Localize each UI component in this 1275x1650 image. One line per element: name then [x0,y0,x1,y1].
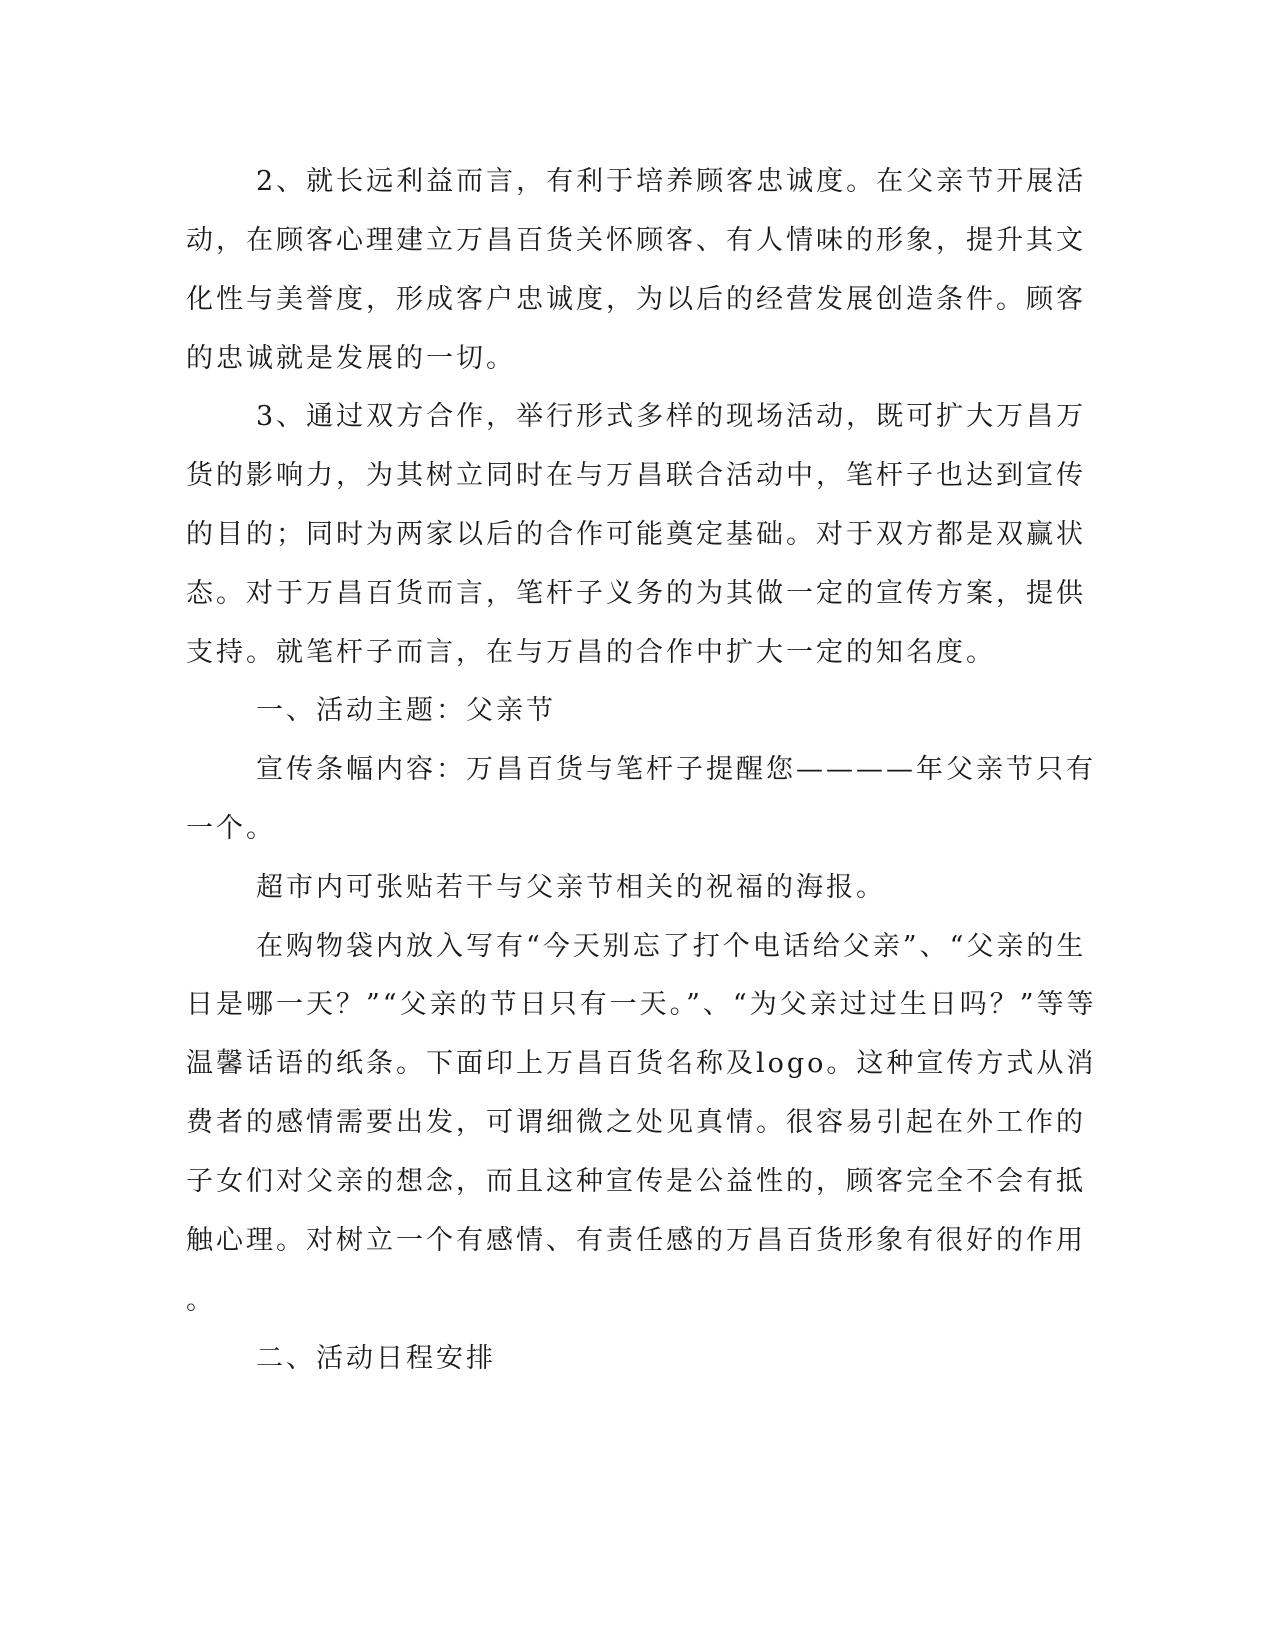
paragraph-line: 2、就长远利益而言，有利于培养顾客忠诚度。在父亲节开展活 [256,166,1087,197]
paragraph-line: 化性与美誉度，形成客户忠诚度，为以后的经营发展创造条件。顾客 [186,284,1086,315]
paragraph-line: 日是哪一天？”“父亲的节日只有一天。”、“为父亲过过生日吗？”等等 [186,989,1097,1020]
paragraph-line: 的目的；同时为两家以后的合作可能奠定基础。对于双方都是双赢状 [186,519,1086,550]
paragraph-line: 态。对于万昌百货而言，笔杆子义务的为其做一定的宣传方案，提供 [186,578,1086,609]
paragraph-line: 触心理。对树立一个有感情、有责任感的万昌百货形象有很好的作用 [186,1225,1086,1256]
paragraph-line: 超市内可张贴若干与父亲节相关的祝福的海报。 [256,872,886,903]
paragraph-line: 宣传条幅内容：万昌百货与笔杆子提醒您————年父亲节只有 [256,754,1096,785]
section-heading: 二、活动日程安排 [256,1343,496,1374]
paragraph-line: 支持。就笔杆子而言，在与万昌的合作中扩大一定的知名度。 [186,637,996,668]
paragraph-line: 温馨话语的纸条。下面印上万昌百货名称及logo。这种宣传方式从消 [186,1048,1097,1079]
paragraph-line: 。 [186,1285,216,1316]
paragraph-line: 3、通过双方合作，举行形式多样的现场活动，既可扩大万昌万 [256,401,1087,432]
paragraph-line: 动，在顾客心理建立万昌百货关怀顾客、有人情味的形象，提升其文 [186,225,1086,256]
paragraph-line: 费者的感情需要出发，可谓细微之处见真情。很容易引起在外工作的 [186,1107,1086,1138]
paragraph-line: 一个。 [186,813,276,844]
paragraph-line: 在购物袋内放入写有“今天别忘了打个电话给父亲”、“父亲的生 [256,931,1087,962]
paragraph-line: 子女们对父亲的想念，而且这种宣传是公益性的，顾客完全不会有抵 [186,1166,1086,1197]
paragraph-line: 货的影响力，为其树立同时在与万昌联合活动中，笔杆子也达到宣传 [186,460,1086,491]
section-heading: 一、活动主题：父亲节 [256,695,556,726]
paragraph-line: 的忠诚就是发展的一切。 [186,343,516,374]
